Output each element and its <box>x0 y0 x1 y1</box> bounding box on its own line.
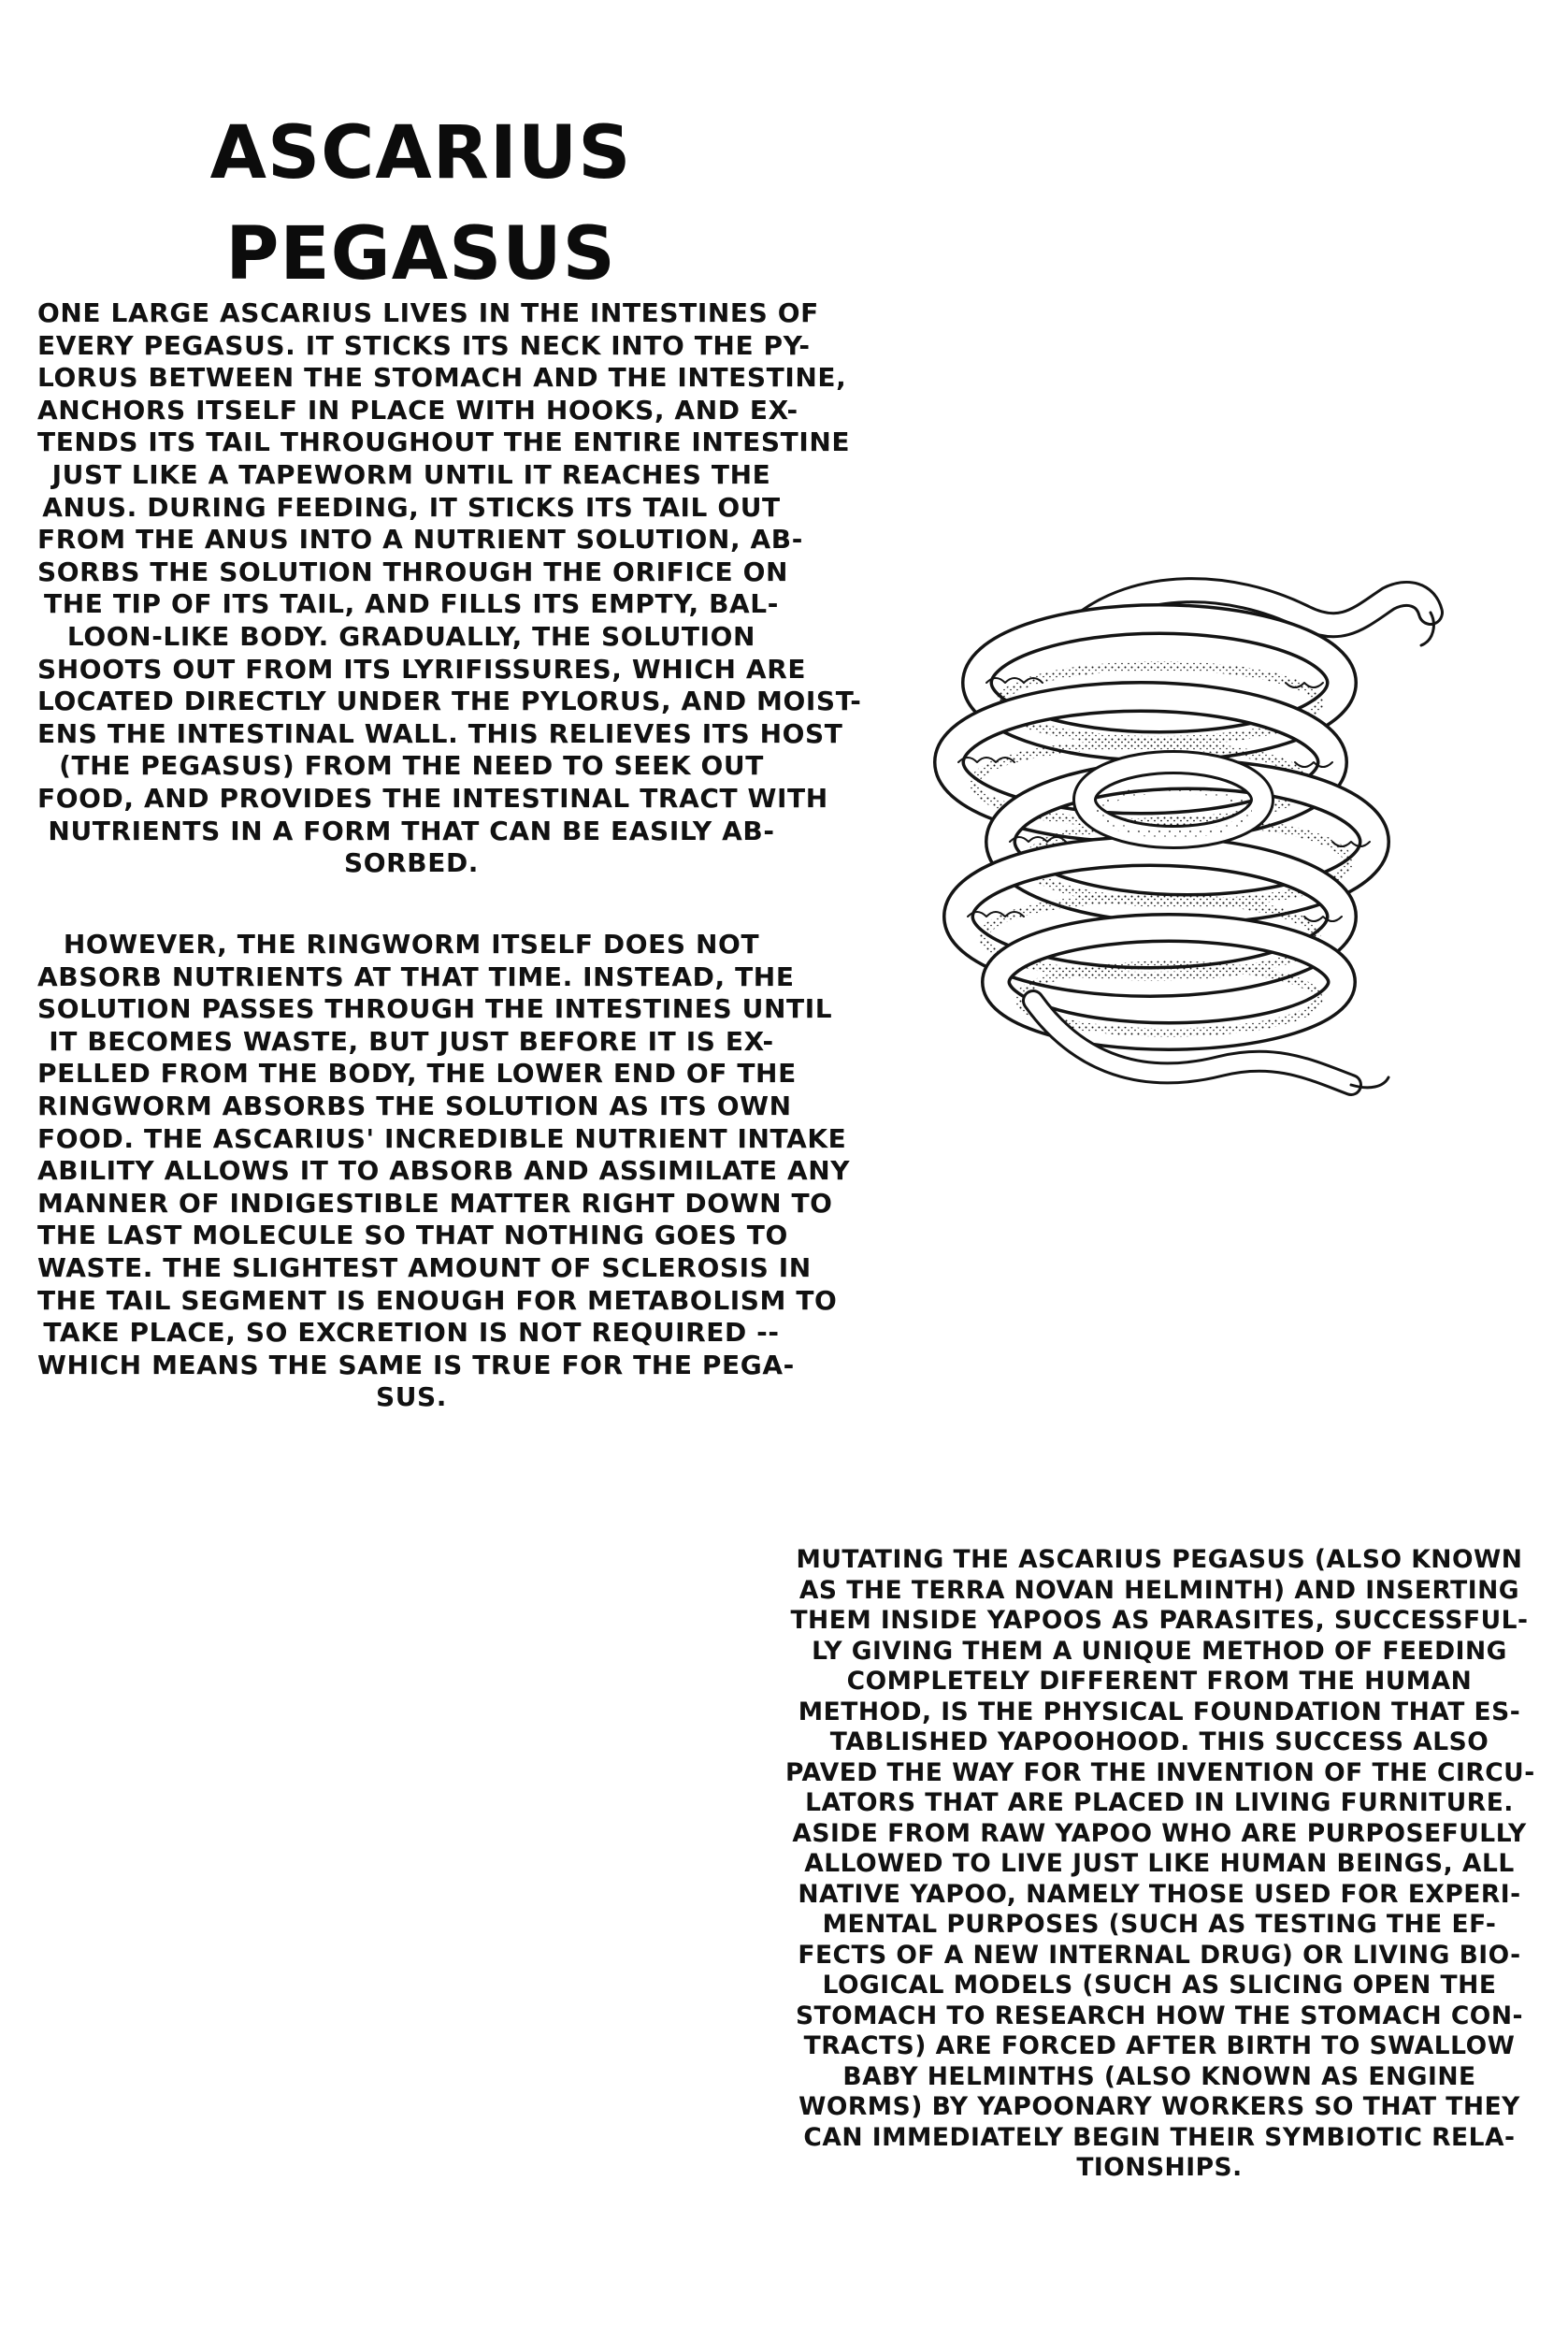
text-line: LORUS BETWEEN THE STOMACH AND THE INTESTINE, <box>37 362 847 394</box>
text-line: LOCATED DIRECTLY UNDER THE PYLORUS, AND MOIST- <box>37 686 862 717</box>
text-line: SORBS THE SOLUTION THROUGH THE ORIFICE ON <box>37 556 789 587</box>
text-line: SHOOTS OUT FROM ITS LYRIFISSURES, WHICH ARE <box>37 653 807 685</box>
text-line: LOON-LIKE BODY. GRADUALLY, THE SOLUTION <box>66 620 756 652</box>
text-line: IT BECOMES WASTE, BUT JUST BEFORE IT IS EX- <box>49 1025 774 1057</box>
text-line: LATORS THAT ARE PLACED IN LIVING FURNITURE. <box>805 1788 1514 1817</box>
text-line: MANNER OF INDIGESTIBLE MATTER RIGHT DOWN TO <box>37 1187 833 1219</box>
text-line: METHOD, IS THE PHYSICAL FOUNDATION THAT ES- <box>798 1697 1521 1726</box>
text-line: TIONSHIPS. <box>1076 2153 1243 2182</box>
text-line: BABY HELMINTHS (ALSO KNOWN AS ENGINE <box>842 2061 1476 2091</box>
coiled-worm-illustration <box>921 561 1445 1104</box>
text-line: (THE PEGASUS) FROM THE NEED TO SEEK OUT <box>59 750 764 782</box>
text-line: TABLISHED YAPOOHOOD. THIS SUCCESS ALSO <box>829 1727 1489 1756</box>
text-line: THE LAST MOLECULE SO THAT NOTHING GOES TO <box>37 1220 788 1251</box>
text-line: LY GIVING THEM A UNIQUE METHOD OF FEEDING <box>812 1636 1507 1666</box>
text-line: MENTAL PURPOSES (SUCH AS TESTING THE EF- <box>822 1910 1497 1939</box>
text-line: SOLUTION PASSES THROUGH THE INTESTINES UNTIL <box>37 993 833 1025</box>
text-line: THE TAIL SEGMENT IS ENOUGH FOR METABOLISM TO <box>37 1284 838 1316</box>
text-line: MUTATING THE ASCARIUS PEGASUS (ALSO KNOWN <box>796 1545 1523 1574</box>
text-line: SORBED. <box>343 847 480 879</box>
text-line: WORMS) BY YAPOONARY WORKERS SO THAT THEY <box>798 2092 1520 2121</box>
text-line: STOMACH TO RESEARCH HOW THE STOMACH CON- <box>795 2001 1524 2030</box>
text-line: THEM INSIDE YAPOOS AS PARASITES, SUCCESSFUL- <box>790 1606 1529 1635</box>
title-line-1: ASCARIUS <box>209 111 632 195</box>
paragraph-intro <box>37 297 862 880</box>
text-line: CAN IMMEDIATELY BEGIN THEIR SYMBIOTIC RELA- <box>803 2122 1516 2152</box>
text-line: TAKE PLACE, SO EXCRETION IS NOT REQUIRED -- <box>43 1317 780 1349</box>
text-line: ONE LARGE ASCARIUS LIVES IN THE INTESTINES OF <box>37 297 819 328</box>
text-line: AS THE TERRA NOVAN HELMINTH) AND INSERTING <box>798 1575 1520 1605</box>
text-line: ENS THE INTESTINAL WALL. THIS RELIEVES ITS HOST <box>37 717 843 749</box>
paragraph-ringworm <box>37 929 851 1414</box>
text-line: ANUS. DURING FEEDING, IT STICKS ITS TAIL OUT <box>42 491 781 523</box>
text-line: FOOD. THE ASCARIUS' INCREDIBLE NUTRIENT INTAKE <box>37 1122 847 1154</box>
text-line: HOWEVER, THE RINGWORM ITSELF DOES NOT <box>63 929 760 960</box>
text-line: ANCHORS ITSELF IN PLACE WITH HOOKS, AND EX- <box>37 394 798 426</box>
text-line: COMPLETELY DIFFERENT FROM THE HUMAN <box>846 1667 1473 1696</box>
text-line: RINGWORM ABSORBS THE SOLUTION AS ITS OWN <box>37 1090 792 1121</box>
text-line: PELLED FROM THE BODY, THE LOWER END OF THE <box>37 1058 797 1090</box>
page-title <box>56 103 785 305</box>
text-line: SUS. <box>375 1381 448 1413</box>
text-line: WHICH MEANS THE SAME IS TRUE FOR THE PEGA- <box>37 1349 795 1380</box>
text-line: NATIVE YAPOO, NAMELY THOSE USED FOR EXPERI- <box>798 1879 1521 1909</box>
text-line: ABSORB NUTRIENTS AT THAT TIME. INSTEAD, THE <box>37 961 795 992</box>
text-line: LOGICAL MODELS (SUCH AS SLICING OPEN THE <box>822 1971 1497 2000</box>
text-line: JUST LIKE A TAPEWORM UNTIL IT REACHES THE <box>51 458 771 490</box>
text-line: ALLOWED TO LIVE JUST LIKE HUMAN BEINGS, ALL <box>804 1849 1515 1878</box>
text-line: FECTS OF A NEW INTERNAL DRUG) OR LIVING BIO- <box>798 1940 1521 1970</box>
paragraph-yapoo <box>785 1545 1533 2184</box>
text-line: ABILITY ALLOWS IT TO ABSORB AND ASSIMILATE ANY <box>37 1155 851 1187</box>
text-line: TENDS ITS TAIL THROUGHOUT THE ENTIRE INTESTINE <box>37 426 851 458</box>
text-line: NUTRIENTS IN A FORM THAT CAN BE EASILY AB- <box>48 815 775 846</box>
text-line: FROM THE ANUS INTO A NUTRIENT SOLUTION, AB- <box>37 524 803 556</box>
text-line: ASIDE FROM RAW YAPOO WHO ARE PURPOSEFULLY <box>792 1818 1527 1848</box>
text-line: FOOD, AND PROVIDES THE INTESTINAL TRACT WITH <box>37 782 828 814</box>
text-line: THE TIP OF ITS TAIL, AND FILLS ITS EMPTY, BAL- <box>44 588 779 620</box>
text-line: EVERY PEGASUS. IT STICKS ITS NECK INTO THE PY- <box>37 329 811 361</box>
title-line-2: PEGASUS <box>225 212 616 296</box>
text-line: WASTE. THE SLIGHTEST AMOUNT OF SCLEROSIS IN <box>37 1251 812 1283</box>
worm-coils <box>949 590 1433 1088</box>
text-line: PAVED THE WAY FOR THE INVENTION OF THE CIRCU- <box>785 1757 1535 1787</box>
text-line: TRACTS) ARE FORCED AFTER BIRTH TO SWALLOW <box>803 2031 1516 2060</box>
